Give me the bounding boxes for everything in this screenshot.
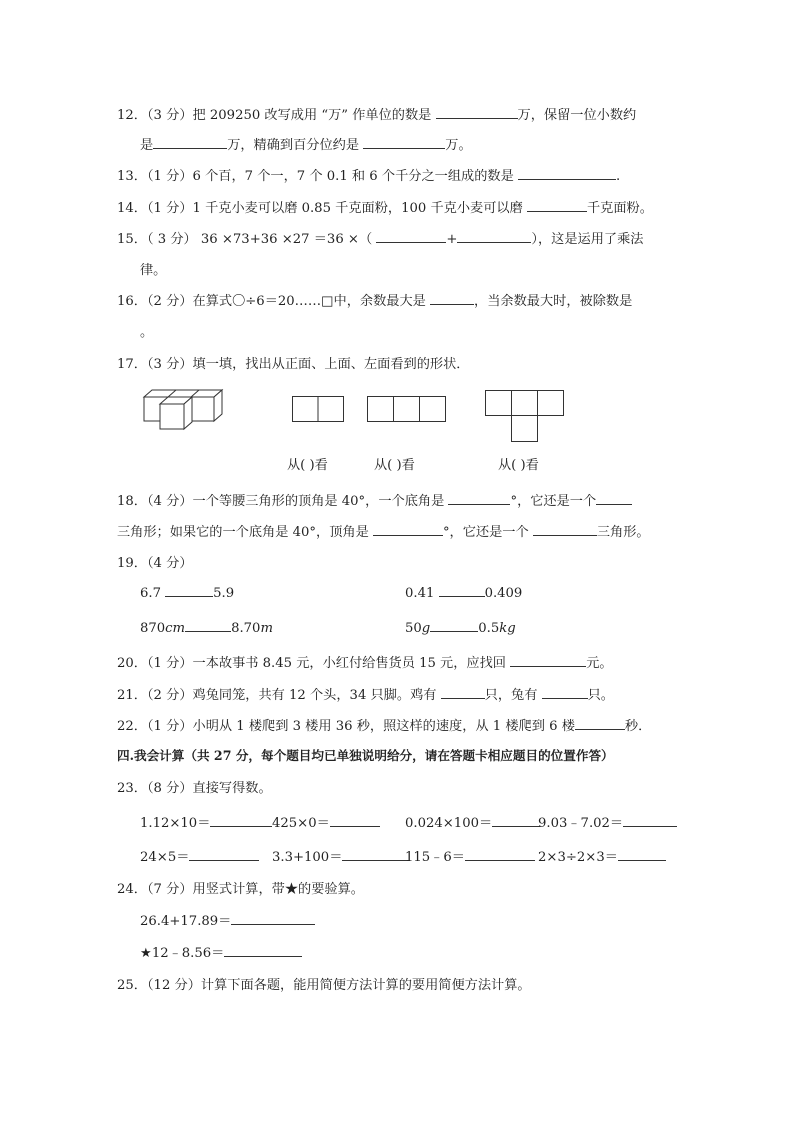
question-16: 16．（2 分）在算式〇÷6＝20……□中，余数最大是 ，当余数最大时，被除数是 <box>117 294 633 309</box>
view-shape-row-three <box>366 395 448 425</box>
answer-blank[interactable] <box>518 167 616 180</box>
question-17: 17．（3 分）填一填，找出从正面、上面、左面看到的形状． <box>117 357 470 372</box>
question-21: 21．（2 分）鸡兔同笼，共有 12 个头，34 只脚。鸡有 只，兔有 只。 <box>117 688 614 703</box>
calc-item: 24×5＝ <box>140 846 259 865</box>
answer-blank[interactable] <box>618 848 666 861</box>
question-24: 24．（7 分）用竖式计算，带★的要验算。 <box>117 882 364 897</box>
calc-item: 9.03﹣7.02＝ <box>538 812 677 831</box>
answer-blank[interactable] <box>231 912 315 925</box>
question-13: 13．（1 分）6 个百，7 个一，7 个 0.1 和 6 个千分之一组成的数是 . <box>117 169 621 184</box>
question-22: 22．（1 分）小明从 1 楼爬到 3 楼用 36 秒，照这样的速度，从 1 楼爬到 6 楼 秒． <box>117 719 652 734</box>
answer-blank[interactable] <box>623 814 677 827</box>
question-15-cont: 律。 <box>140 263 167 278</box>
question-18: 18．（4 分）一个等腰三角形的顶角是 40°，一个底角是 °，它还是一个 <box>117 490 632 509</box>
compare-item: 870cm 8.70m <box>140 621 273 636</box>
answer-blank[interactable] <box>596 492 632 505</box>
calc-item: 115﹣6＝ <box>405 846 535 865</box>
answer-blank[interactable] <box>441 686 485 699</box>
question-19: 19．（4 分） <box>117 556 193 571</box>
section-heading: 四.我会计算（共 27 分，每个题目均已单独说明给分，请在答题卡相应题目的位置作答） <box>117 748 614 763</box>
answer-blank[interactable] <box>373 523 443 536</box>
question-15: 15．（ 3 分） 36 ×73+36 ×27 ＝36 ×（ + ），这是运用了乘法 <box>117 232 644 247</box>
answer-blank[interactable] <box>448 492 510 505</box>
answer-blank[interactable] <box>527 199 587 212</box>
answer-blank[interactable] <box>510 654 586 667</box>
view-shape-three-squares <box>291 395 351 425</box>
view-label-b: 从( )看 <box>374 458 415 473</box>
answer-blank[interactable] <box>430 292 474 305</box>
answer-blank[interactable] <box>185 619 231 632</box>
answer-blank[interactable] <box>165 584 213 597</box>
view-label-a: 从( )看 <box>287 458 328 473</box>
answer-blank[interactable] <box>492 814 540 827</box>
calc-item: 425×0＝ <box>272 812 380 831</box>
answer-blank[interactable] <box>330 814 380 827</box>
vertical-calc-item: ★12﹣8.56＝ <box>140 942 302 961</box>
answer-blank[interactable] <box>430 619 478 632</box>
question-12-cont: 是 万，精确到百分位约是 万。 <box>140 138 472 153</box>
answer-blank[interactable] <box>189 848 259 861</box>
question-14: 14．（1 分）1 千克小麦可以磨 0.85 千克面粉，100 千克小麦可以磨 千克面粉。 <box>117 201 653 216</box>
view-label-c: 从( )看 <box>498 458 539 473</box>
answer-blank[interactable] <box>457 230 531 243</box>
compare-item: 6.7 5.9 <box>140 586 235 601</box>
question-20: 20．（1 分）一本故事书 8.45 元，小红付给售货员 15 元，应找回 元。 <box>117 656 613 671</box>
compare-item: 0.41 0.409 <box>405 586 523 601</box>
answer-blank[interactable] <box>439 584 485 597</box>
answer-blank[interactable] <box>533 523 597 536</box>
calc-item: 2×3÷2×3＝ <box>538 846 666 865</box>
view-shape-t <box>484 389 566 445</box>
question-23: 23．（8 分）直接写得数。 <box>117 781 272 796</box>
cube-stack-figure <box>138 386 238 436</box>
calc-item: 1.12×10＝ <box>140 812 272 831</box>
answer-blank[interactable] <box>376 230 446 243</box>
vertical-calc-item: 26.4+17.89＝ <box>140 910 315 929</box>
answer-blank[interactable] <box>153 136 227 149</box>
answer-blank[interactable] <box>224 944 302 957</box>
answer-blank[interactable] <box>575 717 625 730</box>
compare-item: 50g 0.5kg <box>405 621 516 636</box>
calc-item: 0.024×100＝ <box>405 812 540 831</box>
answer-blank[interactable] <box>465 848 535 861</box>
question-18-cont: 三角形；如果它的一个底角是 40°，顶角是 °，它还是一个 三角形。 <box>117 525 650 540</box>
question-25: 25．（12 分）计算下面各题，能用简便方法计算的要用简便方法计算。 <box>117 978 531 993</box>
answer-blank[interactable] <box>436 106 518 119</box>
answer-blank[interactable] <box>542 686 588 699</box>
answer-blank[interactable] <box>363 136 445 149</box>
calc-item: 3.3+100＝ <box>272 846 410 865</box>
question-16-cont: 。 <box>140 325 154 340</box>
question-12: 12．（3 分）把 209250 改写成用 “万” 作单位的数是 万，保留一位小数约 <box>117 108 637 123</box>
answer-blank[interactable] <box>342 848 410 861</box>
answer-blank[interactable] <box>210 814 272 827</box>
